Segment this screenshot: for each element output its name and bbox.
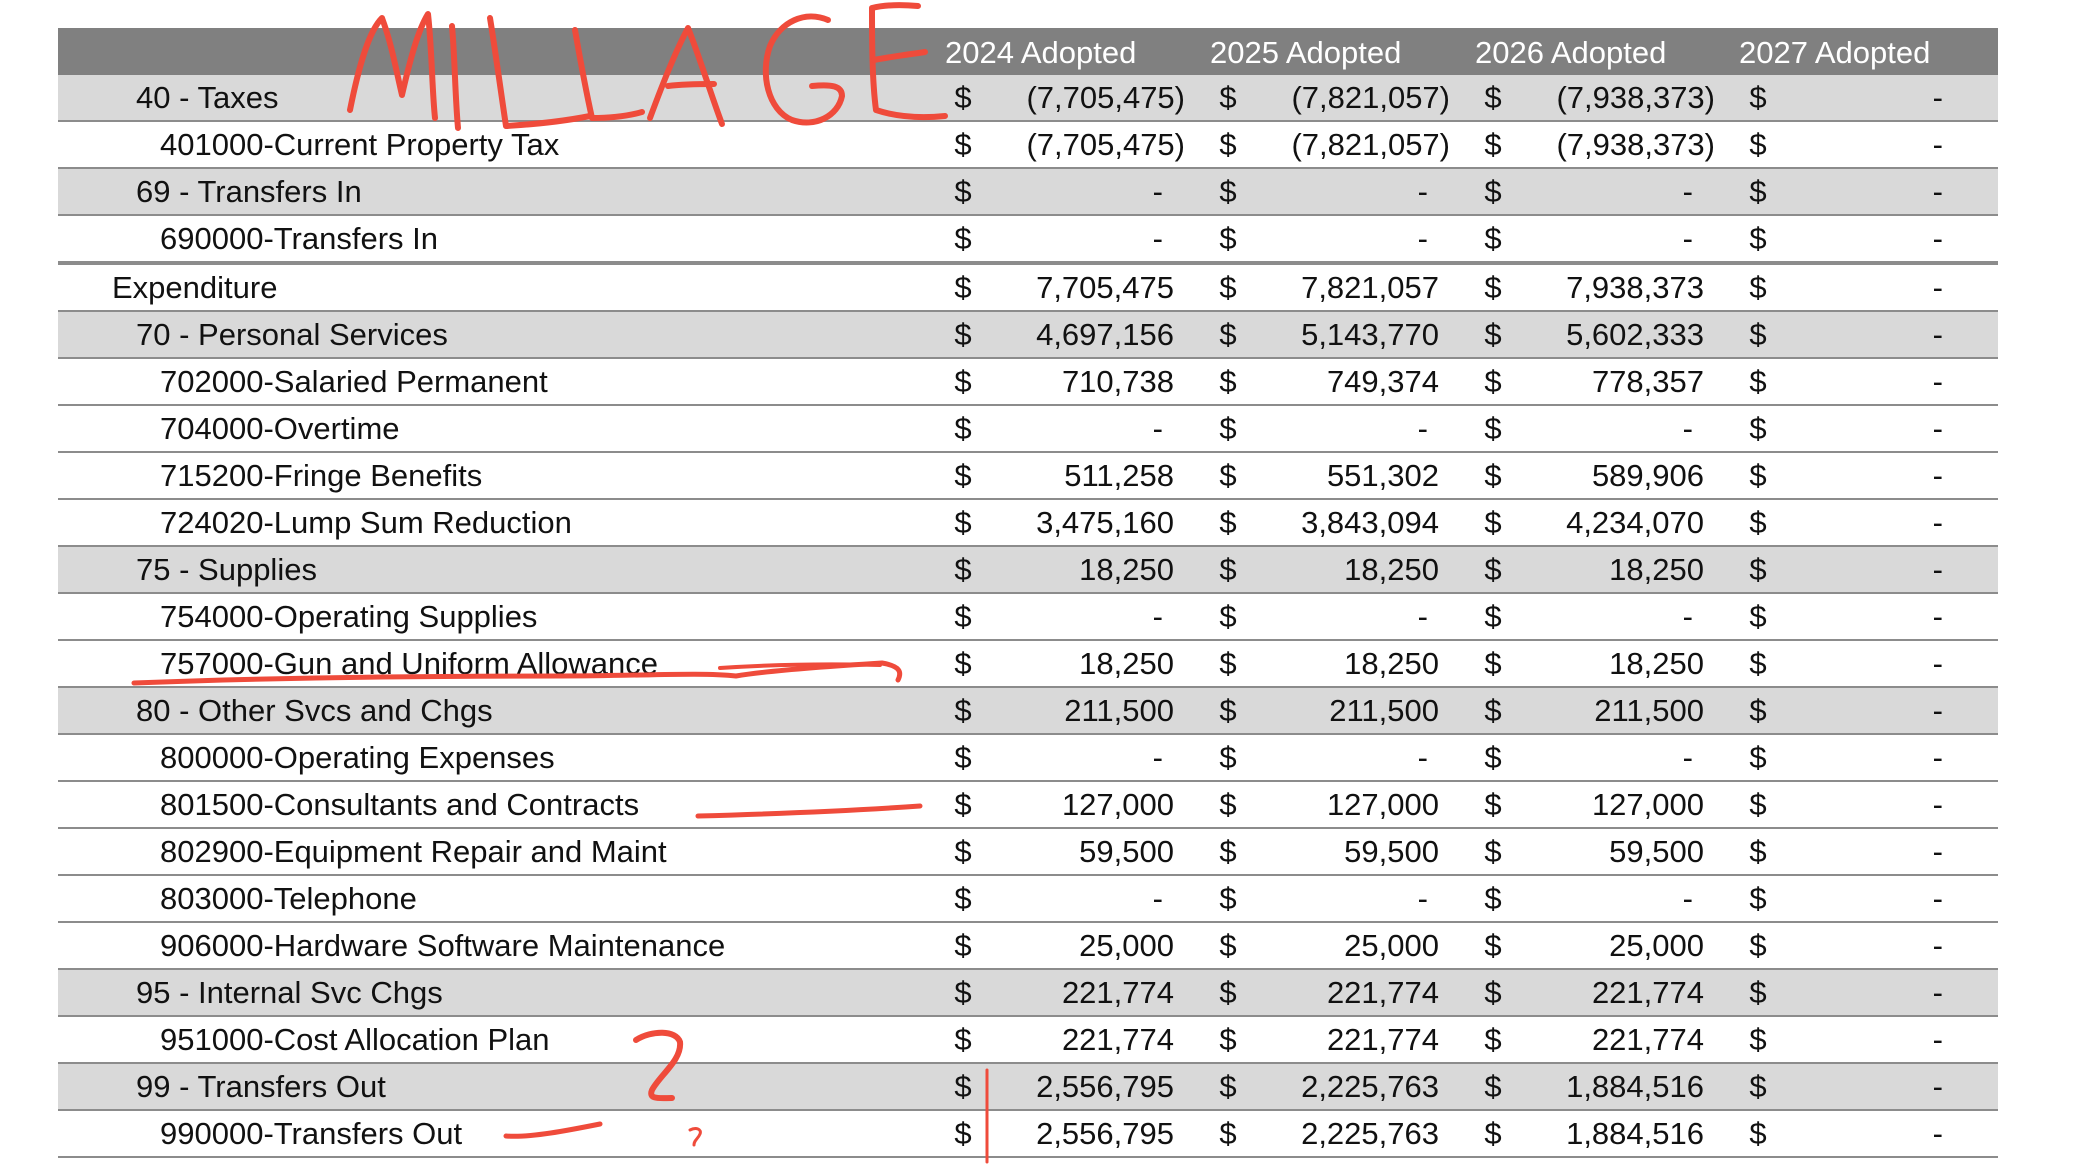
- currency-symbol: $: [1219, 127, 1237, 162]
- currency-symbol: $: [1219, 552, 1237, 587]
- row-label: 754000-Operating Supplies: [160, 599, 538, 634]
- amount-cell: (7,705,475): [1026, 127, 1185, 162]
- amount-cell: 221,774: [1591, 975, 1704, 1010]
- amount-cell: -: [1932, 505, 1943, 540]
- currency-symbol: $: [1484, 646, 1502, 681]
- amount-cell: -: [1417, 740, 1428, 775]
- amount-cell: -: [1932, 1069, 1943, 1104]
- amount-cell: 59,500: [1344, 834, 1439, 869]
- amount-cell: 551,302: [1326, 458, 1439, 493]
- row-label: 757000-Gun and Uniform Allowance: [160, 646, 659, 681]
- amount-cell: -: [1682, 599, 1693, 634]
- amount-cell: -: [1932, 317, 1943, 352]
- amount-cell: 749,374: [1326, 364, 1439, 399]
- currency-symbol: $: [954, 693, 972, 728]
- row-label: 715200-Fringe Benefits: [160, 458, 483, 493]
- table-row: [58, 75, 1998, 122]
- amount-cell: 221,774: [1061, 975, 1174, 1010]
- row-label: 690000-Transfers In: [160, 221, 439, 256]
- amount-cell: -: [1152, 881, 1163, 916]
- amount-cell: 59,500: [1609, 834, 1704, 869]
- currency-symbol: $: [1219, 928, 1237, 963]
- currency-symbol: $: [1484, 458, 1502, 493]
- currency-symbol: $: [1484, 505, 1502, 540]
- row-label: 802900-Equipment Repair and Maint: [160, 834, 667, 869]
- amount-cell: 25,000: [1609, 928, 1704, 963]
- currency-symbol: $: [1749, 505, 1767, 540]
- amount-cell: -: [1152, 599, 1163, 634]
- currency-symbol: $: [1484, 364, 1502, 399]
- amount-cell: 7,705,475: [1036, 270, 1174, 305]
- currency-symbol: $: [1749, 174, 1767, 209]
- currency-symbol: $: [1749, 881, 1767, 916]
- currency-symbol: $: [1749, 1069, 1767, 1104]
- currency-symbol: $: [1219, 834, 1237, 869]
- amount-cell: 18,250: [1344, 646, 1439, 681]
- amount-cell: -: [1932, 693, 1943, 728]
- amount-cell: 2,225,763: [1301, 1116, 1439, 1151]
- table-row: [58, 169, 1998, 216]
- currency-symbol: $: [1219, 221, 1237, 256]
- amount-cell: 1,884,516: [1566, 1116, 1704, 1151]
- currency-symbol: $: [1484, 552, 1502, 587]
- currency-symbol: $: [1484, 221, 1502, 256]
- amount-cell: 4,697,156: [1036, 317, 1174, 352]
- row-label: 69 - Transfers In: [136, 174, 362, 209]
- currency-symbol: $: [954, 1069, 972, 1104]
- amount-cell: 211,500: [1594, 693, 1704, 728]
- amount-cell: -: [1932, 458, 1943, 493]
- column-header: 2025 Adopted: [1210, 35, 1402, 70]
- amount-cell: 7,821,057: [1301, 270, 1439, 305]
- currency-symbol: $: [1484, 1116, 1502, 1151]
- currency-symbol: $: [1749, 740, 1767, 775]
- currency-symbol: $: [1219, 505, 1237, 540]
- amount-cell: 18,250: [1609, 552, 1704, 587]
- amount-cell: -: [1152, 740, 1163, 775]
- amount-cell: 778,357: [1591, 364, 1704, 399]
- amount-cell: 4,234,070: [1566, 505, 1704, 540]
- currency-symbol: $: [954, 1116, 972, 1151]
- table-row: [58, 688, 1998, 735]
- amount-cell: -: [1932, 364, 1943, 399]
- currency-symbol: $: [1749, 364, 1767, 399]
- currency-symbol: $: [1484, 317, 1502, 352]
- amount-cell: 2,556,795: [1036, 1069, 1174, 1104]
- table-row: [58, 500, 1998, 547]
- amount-cell: -: [1152, 221, 1163, 256]
- currency-symbol: $: [1219, 1069, 1237, 1104]
- currency-symbol: $: [954, 552, 972, 587]
- amount-cell: 221,774: [1326, 975, 1439, 1010]
- table-row: [58, 359, 1998, 406]
- amount-cell: -: [1932, 881, 1943, 916]
- amount-cell: (7,938,373): [1556, 127, 1715, 162]
- amount-cell: 5,143,770: [1301, 317, 1439, 352]
- currency-symbol: $: [1219, 740, 1237, 775]
- table-row: [58, 970, 1998, 1017]
- currency-symbol: $: [1219, 881, 1237, 916]
- currency-symbol: $: [1749, 975, 1767, 1010]
- column-header: 2024 Adopted: [945, 35, 1137, 70]
- amount-cell: 3,843,094: [1301, 505, 1439, 540]
- amount-cell: -: [1932, 834, 1943, 869]
- table-row: [58, 782, 1998, 829]
- currency-symbol: $: [1749, 221, 1767, 256]
- currency-symbol: $: [954, 1022, 972, 1057]
- currency-symbol: $: [954, 127, 972, 162]
- amount-cell: -: [1682, 174, 1693, 209]
- amount-cell: 511,258: [1064, 458, 1174, 493]
- currency-symbol: $: [1749, 928, 1767, 963]
- currency-symbol: $: [1749, 646, 1767, 681]
- amount-cell: 59,500: [1079, 834, 1174, 869]
- currency-symbol: $: [954, 975, 972, 1010]
- currency-symbol: $: [1749, 411, 1767, 446]
- currency-symbol: $: [1749, 552, 1767, 587]
- currency-symbol: $: [1219, 693, 1237, 728]
- amount-cell: -: [1682, 411, 1693, 446]
- amount-cell: -: [1682, 881, 1693, 916]
- budget-table: [58, 28, 1998, 1158]
- currency-symbol: $: [1219, 646, 1237, 681]
- amount-cell: -: [1932, 221, 1943, 256]
- currency-symbol: $: [954, 364, 972, 399]
- amount-cell: 221,774: [1591, 1022, 1704, 1057]
- table-row: [58, 1017, 1998, 1064]
- table-row: [58, 406, 1998, 453]
- row-label: Expenditure: [112, 270, 278, 305]
- column-header-row: [58, 28, 1998, 75]
- amount-cell: -: [1932, 127, 1943, 162]
- currency-symbol: $: [1484, 693, 1502, 728]
- currency-symbol: $: [1749, 693, 1767, 728]
- amount-cell: -: [1932, 740, 1943, 775]
- amount-cell: 3,475,160: [1036, 505, 1174, 540]
- table-row: [58, 876, 1998, 923]
- table-row: [58, 263, 1998, 312]
- amount-cell: (7,705,475): [1026, 80, 1185, 115]
- row-label: 95 - Internal Svc Chgs: [136, 975, 443, 1010]
- column-header: 2027 Adopted: [1739, 35, 1931, 70]
- amount-cell: -: [1932, 646, 1943, 681]
- currency-symbol: $: [1749, 80, 1767, 115]
- currency-symbol: $: [1219, 174, 1237, 209]
- table-row: [58, 923, 1998, 970]
- amount-cell: 127,000: [1591, 787, 1704, 822]
- currency-symbol: $: [954, 881, 972, 916]
- currency-symbol: $: [1219, 599, 1237, 634]
- amount-cell: 18,250: [1079, 552, 1174, 587]
- currency-symbol: $: [1484, 1069, 1502, 1104]
- currency-symbol: $: [1484, 174, 1502, 209]
- currency-symbol: $: [1484, 270, 1502, 305]
- table-row: [58, 594, 1998, 641]
- currency-symbol: $: [954, 740, 972, 775]
- amount-cell: 211,500: [1064, 693, 1174, 728]
- row-label: 40 - Taxes: [136, 80, 279, 115]
- amount-cell: (7,938,373): [1556, 80, 1715, 115]
- currency-symbol: $: [954, 458, 972, 493]
- currency-symbol: $: [1219, 411, 1237, 446]
- table-row: [58, 641, 1998, 688]
- currency-symbol: $: [1749, 599, 1767, 634]
- table-row: [58, 829, 1998, 876]
- currency-symbol: $: [1219, 787, 1237, 822]
- currency-symbol: $: [1219, 458, 1237, 493]
- table-row: [58, 312, 1998, 359]
- currency-symbol: $: [1484, 740, 1502, 775]
- currency-symbol: $: [1749, 127, 1767, 162]
- amount-cell: 7,938,373: [1566, 270, 1704, 305]
- amount-cell: 589,906: [1591, 458, 1704, 493]
- amount-cell: 127,000: [1326, 787, 1439, 822]
- row-label: 801500-Consultants and Contracts: [160, 787, 640, 822]
- amount-cell: -: [1152, 174, 1163, 209]
- amount-cell: 18,250: [1344, 552, 1439, 587]
- currency-symbol: $: [1749, 458, 1767, 493]
- currency-symbol: $: [954, 599, 972, 634]
- currency-symbol: $: [1749, 317, 1767, 352]
- amount-cell: -: [1932, 787, 1943, 822]
- row-label: 951000-Cost Allocation Plan: [160, 1022, 550, 1057]
- row-label: 803000-Telephone: [160, 881, 417, 916]
- row-label: 99 - Transfers Out: [136, 1069, 386, 1104]
- amount-cell: -: [1932, 80, 1943, 115]
- row-label: 906000-Hardware Software Maintenance: [160, 928, 726, 963]
- row-label: 401000-Current Property Tax: [160, 127, 560, 162]
- row-label: 75 - Supplies: [136, 552, 317, 587]
- currency-symbol: $: [1219, 364, 1237, 399]
- amount-cell: 25,000: [1079, 928, 1174, 963]
- amount-cell: -: [1417, 599, 1428, 634]
- currency-symbol: $: [1484, 80, 1502, 115]
- amount-cell: -: [1932, 1022, 1943, 1057]
- amount-cell: -: [1932, 599, 1943, 634]
- table-row: [58, 453, 1998, 500]
- table-row: [58, 547, 1998, 594]
- currency-symbol: $: [954, 80, 972, 115]
- row-label: 724020-Lump Sum Reduction: [160, 505, 572, 540]
- currency-symbol: $: [954, 221, 972, 256]
- row-label: 800000-Operating Expenses: [160, 740, 555, 775]
- amount-cell: 221,774: [1326, 1022, 1439, 1057]
- currency-symbol: $: [1749, 787, 1767, 822]
- amount-cell: 18,250: [1079, 646, 1174, 681]
- amount-cell: -: [1932, 174, 1943, 209]
- currency-symbol: $: [1484, 1022, 1502, 1057]
- currency-symbol: $: [954, 505, 972, 540]
- currency-symbol: $: [954, 174, 972, 209]
- amount-cell: 221,774: [1061, 1022, 1174, 1057]
- amount-cell: -: [1932, 411, 1943, 446]
- table-row: [58, 1064, 1998, 1111]
- currency-symbol: $: [1749, 834, 1767, 869]
- amount-cell: -: [1417, 411, 1428, 446]
- amount-cell: 25,000: [1344, 928, 1439, 963]
- amount-cell: 211,500: [1329, 693, 1439, 728]
- table-row: [58, 1111, 1998, 1158]
- amount-cell: (7,821,057): [1291, 80, 1450, 115]
- currency-symbol: $: [1749, 1116, 1767, 1151]
- row-label: 80 - Other Svcs and Chgs: [136, 693, 493, 728]
- amount-cell: -: [1417, 221, 1428, 256]
- amount-cell: 2,225,763: [1301, 1069, 1439, 1104]
- amount-cell: 127,000: [1061, 787, 1174, 822]
- table-row: [58, 735, 1998, 782]
- currency-symbol: $: [1219, 317, 1237, 352]
- row-label: 70 - Personal Services: [136, 317, 448, 352]
- table-body: [58, 75, 1998, 1158]
- currency-symbol: $: [954, 928, 972, 963]
- currency-symbol: $: [1219, 1022, 1237, 1057]
- amount-cell: 1,884,516: [1566, 1069, 1704, 1104]
- currency-symbol: $: [1484, 127, 1502, 162]
- amount-cell: -: [1932, 270, 1943, 305]
- amount-cell: -: [1932, 928, 1943, 963]
- amount-cell: 2,556,795: [1036, 1116, 1174, 1151]
- currency-symbol: $: [1749, 270, 1767, 305]
- currency-symbol: $: [1484, 928, 1502, 963]
- amount-cell: -: [1932, 552, 1943, 587]
- row-label: 990000-Transfers Out: [160, 1116, 463, 1151]
- amount-cell: (7,821,057): [1291, 127, 1450, 162]
- currency-symbol: $: [954, 270, 972, 305]
- currency-symbol: $: [1484, 881, 1502, 916]
- currency-symbol: $: [954, 787, 972, 822]
- currency-symbol: $: [954, 317, 972, 352]
- currency-symbol: $: [1219, 1116, 1237, 1151]
- amount-cell: 18,250: [1609, 646, 1704, 681]
- currency-symbol: $: [954, 646, 972, 681]
- table-row: [58, 122, 1998, 169]
- currency-symbol: $: [1484, 787, 1502, 822]
- table-row: [58, 216, 1998, 263]
- amount-cell: 710,738: [1061, 364, 1174, 399]
- currency-symbol: $: [954, 411, 972, 446]
- currency-symbol: $: [1219, 270, 1237, 305]
- currency-symbol: $: [1484, 834, 1502, 869]
- column-header: 2026 Adopted: [1475, 35, 1667, 70]
- amount-cell: -: [1682, 221, 1693, 256]
- currency-symbol: $: [1219, 80, 1237, 115]
- currency-symbol: $: [1219, 975, 1237, 1010]
- amount-cell: 5,602,333: [1566, 317, 1704, 352]
- currency-symbol: $: [954, 834, 972, 869]
- amount-cell: -: [1152, 411, 1163, 446]
- currency-symbol: $: [1749, 1022, 1767, 1057]
- currency-symbol: $: [1484, 411, 1502, 446]
- row-label: 704000-Overtime: [160, 411, 400, 446]
- amount-cell: -: [1417, 881, 1428, 916]
- currency-symbol: $: [1484, 599, 1502, 634]
- amount-cell: -: [1932, 975, 1943, 1010]
- amount-cell: -: [1417, 174, 1428, 209]
- amount-cell: -: [1682, 740, 1693, 775]
- row-label: 702000-Salaried Permanent: [160, 364, 548, 399]
- currency-symbol: $: [1484, 975, 1502, 1010]
- amount-cell: -: [1932, 1116, 1943, 1151]
